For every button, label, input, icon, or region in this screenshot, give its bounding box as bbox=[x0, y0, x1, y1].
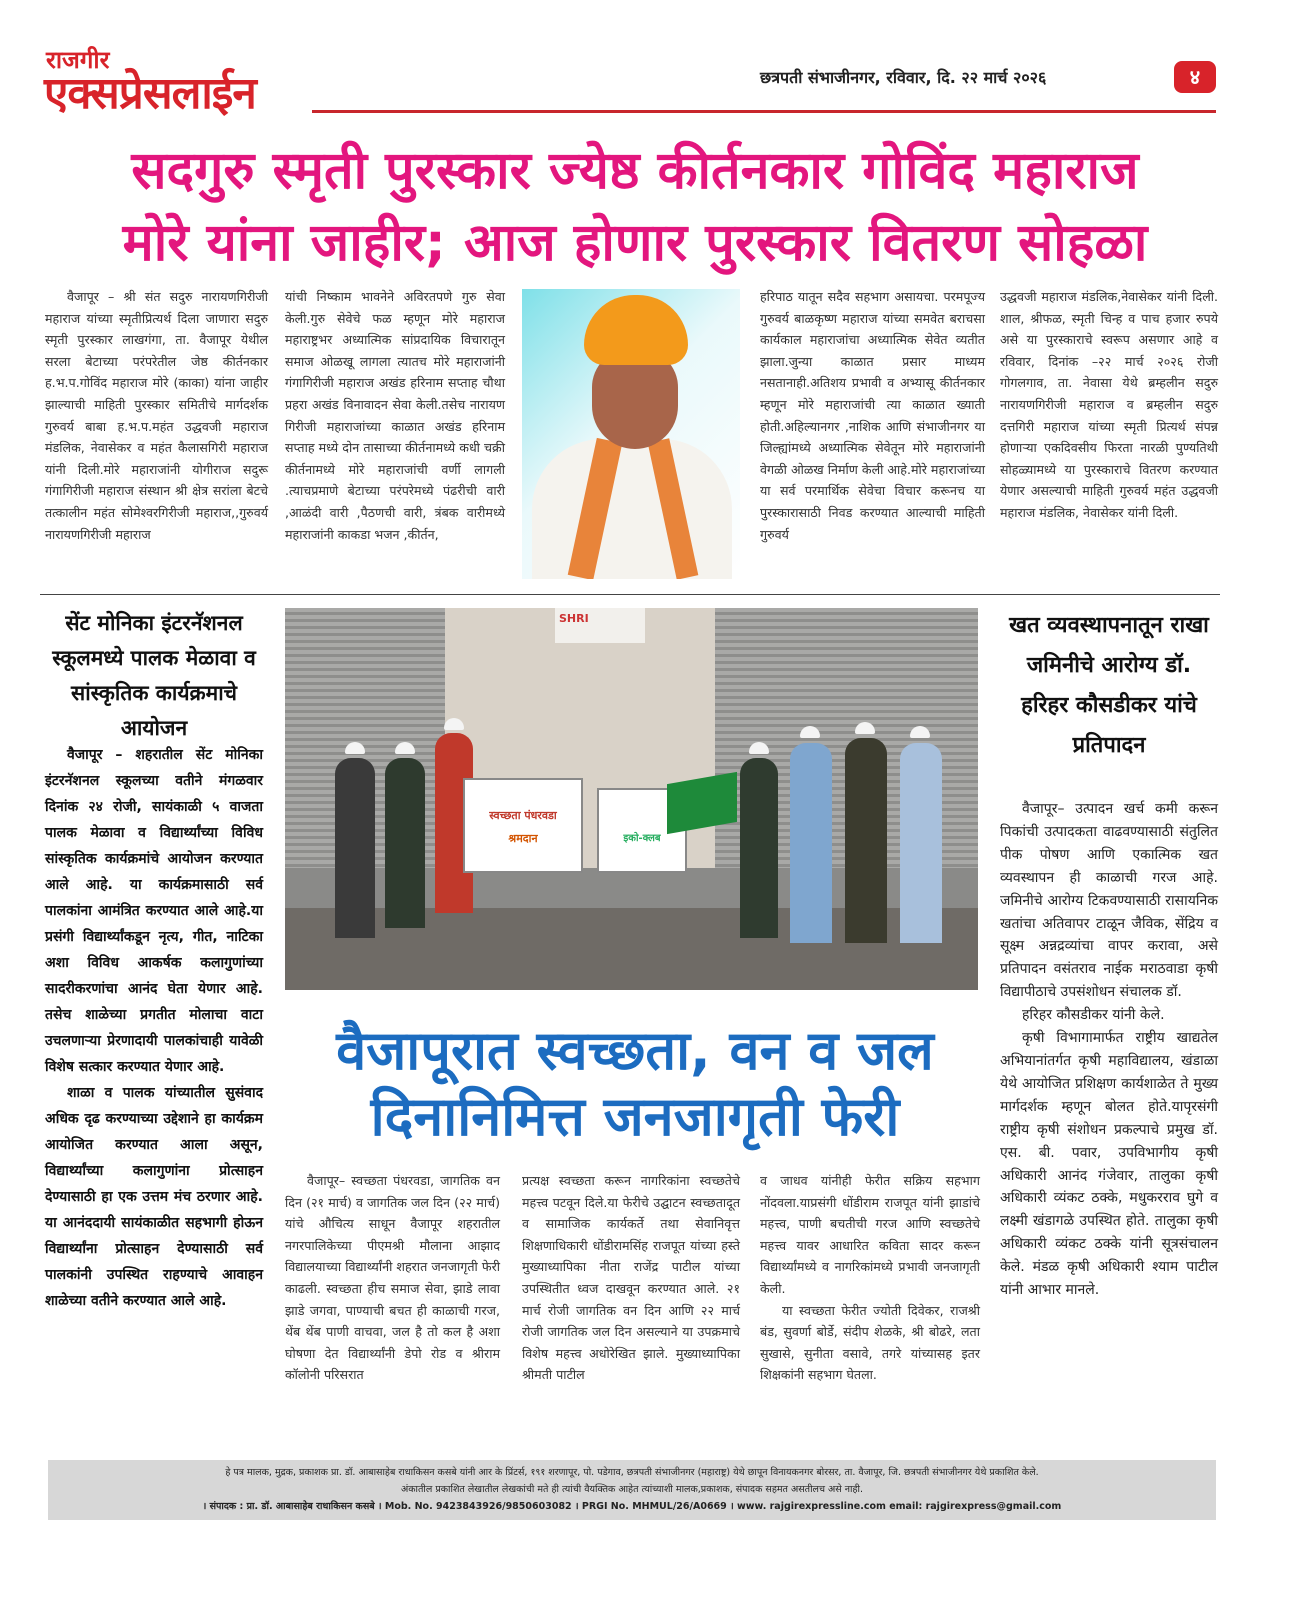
story-paragraph: प्रत्यक्ष स्वच्छता करून नागरिकांना स्वच्छतेचे महत्त्व पटवून दिले.या फेरीचे उद्घाटन स्वच्छतादूत व सामाजिक कार्यकर्ते तथा सेवानिवृत्त शिक्षणाधिकारी धोंडीरामसिंह राजपूत यांच्या हस्ते मुख्याध्यापिका नीता राजेंद्र पाटील यांच्या उपस्थितीत ध्वज दाखवून करण्यात आले. २१ मार्च रोजी जागतिक वन दिन आणि २२ मार्च रोजी जागतिक जल दिन असल्याने या उपक्रमाचे विशेष महत्त्व अधोरेखित झाले. मुख्याध्यापिका श्रीमती पाटील bbox=[522, 1173, 740, 1383]
right-paragraph: वैजापूर– उत्पादन खर्च कमी करून पिकांची उत्पादकता वाढवण्यासाठी संतुलित पीक पोषण आणि एकात्मिक खत व्यवस्थापन ही काळाची गरज आहे. जमिनीचे आरोग्य टिकवण्यासाठी रासायनिक खतांचा अतिवापर टाळून जैविक, सेंद्रिय व सूक्ष्म अन्नद्रव्यांचा वापर करावा, असे प्रतिपादन वसंतराव नाईक मराठवाडा कृषी विद्यापीठाचे उपसंशोधन संचालक डॉ. bbox=[1000, 801, 1218, 1001]
photo-story-column-2 bbox=[522, 1170, 740, 1386]
imprint-footer bbox=[48, 1460, 1216, 1520]
logo-main-text: एक्सप्रेसलाईन bbox=[44, 68, 256, 119]
lead-paragraph: हरिपाठ यातून सदैव सहभाग असायचा. परमपूज्य गुरुवर्य बाळकृष्ण महाराज यांच्या समवेत बराचसा कार्यकाल महाराजांचा अध्यात्मिक सेवेत व्यतीत झाला.जुन्या काळात प्रसार माध्यम नसतानाही.अतिशय प्रभावी व अभ्यासू कीर्तनकार म्हणून मोरे महाराजांची त्या काळात ख्याती होती.अहिल्यानगर ,नाशिक आणि संभाजीनगर या जिल्ह्यांमध्ये अध्यात्मिक सेवेतून मोरे महाराजांनी वेगळी ओळख निर्माण केली आहे.मोरे महाराजांच्या या सर्व परमार्थिक सेवेचा विचार करूनच या पुरस्कारासाठी निवड करण्यात आल्याची माहिती गुरुवर्य bbox=[760, 289, 985, 542]
right-story-body bbox=[1000, 798, 1218, 1302]
logo-top-text: राजगीर bbox=[46, 46, 110, 74]
imprint-line-2: अंकातील प्रकाशित लेखातील लेखकांची मते ही त्यांची वैयक्तिक आहेत त्यांच्याशी मालक,प्रकाशक, संपादक सहमत असतीलच असे नाही. bbox=[401, 1484, 863, 1495]
banner-text: श्रमदान bbox=[508, 832, 538, 845]
banner-shri: SHRI bbox=[555, 608, 645, 643]
lead-column-1 bbox=[45, 286, 268, 545]
story-paragraph: व जाधव यांनीही फेरीत सक्रिय सहभाग नोंदवला.याप्रसंगी धोंडीराम राजपूत यांनी झाडांचे महत्त्व, पाणी बचतीची गरज आणि स्वच्छतेचे महत्त्व यावर आधारित कविता सादर करून विद्यार्थ्यांमध्ये व नागरिकांमध्ये प्रभावी जनजागृती केली. bbox=[760, 1173, 980, 1296]
lead-paragraph: यांची निष्काम भावनेने अविरतपणे गुरु सेवा केली.गुरु सेवेचे फळ म्हणून मोरे महाराज महाराष्ट्रभर अध्यात्मिक सांप्रदायिक विचारातून समाज ओळखू लागला त्यातच मोरे महाराजांनी गंगागिरीजी महाराज अखंड हरिनाम सप्ताह चौथा प्रहरा अखंड विनावादन सेवा केली.तसेच नारायण गिरीजी महाराजांच्या काळात अखंड हरिनाम सप्ताह मध्ये दोन तासाच्या कीर्तनामध्ये कधी चक्री कीर्तनामध्ये मोरे महाराजांची वर्णी लागली .त्याचप्रमाणे बेटाच्या परंपरेमध्ये पंढरीची वारी ,आळंदी वारी ,पैठणची वारी, त्रंबक वारीमध्ये महाराजांनी काकडा भजन ,कीर्तन, bbox=[285, 289, 505, 542]
photo-headline-line2: दिनानिमित्त जनजागृती फेरी bbox=[370, 1085, 900, 1148]
photo-headline-line1: वैजापूरात स्वच्छता, वन व जल bbox=[336, 1019, 934, 1082]
lead-headline-line1: सदगुरु स्मृती पुरस्कार ज्येष्ठ कीर्तनकार गोविंद महाराज bbox=[131, 141, 1139, 201]
section-divider bbox=[40, 594, 1220, 595]
lead-paragraph: वैजापूर – श्री संत सदुरु नारायणगिरीजी महाराज यांच्या स्मृतीप्रित्यर्थ दिला जाणारा सदुरु स्मृती पुरस्कार लाखगंगा, ता. वैजापूर येथील सरला बेटाच्या परंपरेतील जेष्ठ कीर्तनकार ह.भ.प.गोविंद महाराज मोरे (काका) यांना जाहीर झाल्याची माहिती पुरस्कार समितीचे मार्गदर्शक गुरुवर्य बाबा ह.भ.प.महंत उद्धवजी महाराज मंडलिक, नेवासेकर व महंत कैलासगिरी महाराज यांनी दिली.मोरे महाराजांनी योगीराज सदुरू गंगागिरीजी महाराज संस्थान श्री क्षेत्र सरांला बेटचे तत्कालीन महंत सोमेश्वरगिरीजी महाराज,,गुरुवर्य नारायणगिरीजी महाराज bbox=[45, 289, 268, 542]
right-story-headline: खत व्यवस्थापनातून राखा जमिनीचे आरोग्य डॉ. हरिहर कौसडीकर यांचे प्रतिपादन bbox=[1009, 613, 1209, 758]
portrait-photo bbox=[522, 289, 740, 579]
left-story-headline: सेंट मोनिका इंटरनॅशनल स्कूलमध्ये पालक मेळावा व सांस्कृतिक कार्यक्रमाचे आयोजन bbox=[52, 611, 256, 740]
imprint-line-1: हे पत्र मालक, मुद्रक, प्रकाशक प्रा. डॉ. आबासाहेब राधाकिसन कसबे यांनी आर के प्रिंटर्स, १९१ शरणापूर, पो. पडेगाव, छत्रपती संभाजीनगर (महाराष्ट्र) येथे छापून विनायकनगर बोरसर, ता. वैजापूर, जि. छत्रपती संभाजीनगर येथे प्रकाशित केले. bbox=[225, 1467, 1039, 1478]
story-paragraph: या स्वच्छता फेरीत ज्योती दिवेकर, राजश्री बंड, सुवर्णा बोर्डे, संदीप शेळके, श्री बोढरे, लता सुखासे, सुनीता वसावे, तगरे यांच्यासह इतर शिक्षकांनी सहभाग घेतला. bbox=[760, 1302, 980, 1383]
left-paragraph: वैजापूर – शहरातील सेंट मोनिका इंटरनॅशनल स्कूलच्या वतीने मंगळवार दिनांक २४ रोजी, सायंकाळी ५ वाजता पालक मेळावा व विद्यार्थ्यांच्या विविध सांस्कृतिक कार्यक्रमांचे आयोजन करण्यात आले आहे. या कार्यक्रमासाठी सर्व पालकांना आमंत्रित करण्यात आले आहे.या प्रसंगी विद्यार्थ्यांकडून नृत्य, गीत, नाटिका अशा विविध आकर्षक कलागुणांच्या सादरीकरणांचा आनंद घेता येणार आहे. तसेच शाळेच्या प्रगतीत मोलाचा वाटा उचलणाऱ्या प्रेरणादायी पालकांचाही यावेळी विशेष सत्कार करण्यात येणार आहे. bbox=[45, 747, 263, 1075]
lead-column-4 bbox=[1000, 286, 1218, 524]
banner-swachhata bbox=[463, 778, 583, 873]
photo-story-column-1 bbox=[285, 1170, 500, 1386]
story-paragraph: वैजापूर– स्वच्छता पंधरवडा, जागतिक वन दिन (२१ मार्च) व जागतिक जल दिन (२२ मार्च) यांचे औचित्य साधून वैजापूर शहरातील नगरपालिकेच्या पीएमश्री मौलाना आझाद विद्यालयाच्या विद्यार्थ्यांनी शहरात जनजागृती फेरी काढली. स्वच्छता हीच समाज सेवा, झाडे लावा झाडे जगवा, पाण्याची बचत ही काळाची गरज, थेंब थेंब पाणी वाचवा, जल है तो कल है अशा घोषणा देत विद्यार्थ्यांनी डेपो रोड व श्रीराम कॉलोनी परिसरात bbox=[285, 1173, 500, 1383]
lead-column-2 bbox=[285, 286, 505, 545]
lead-headline-line2: मोरे यांना जाहीर; आज होणार पुरस्कार वितरण सोहळा bbox=[122, 213, 1148, 273]
photo-story-column-3 bbox=[760, 1170, 980, 1386]
banner-text: स्वच्छता पंधरवडा bbox=[489, 809, 557, 822]
header-rule bbox=[312, 110, 1216, 113]
rally-photo bbox=[285, 608, 978, 990]
right-paragraph: कृषी विभागामार्फत राष्ट्रीय खाद्यतेल अभियानांतर्गत कृषी महाविद्यालय, खंडाळा येथे आयोजित प्रशिक्षण कार्यशाळेत ते मुख्य मार्गदर्शक म्हणून बोलत होते.यापृरसंगी राष्ट्रीय कृषी संशोधन प्रकल्पाचे प्रमुख डॉ. एस. बी. पवार, उपविभागीय कृषी अधिकारी आनंद गंजेवार, तालुका कृषी अधिकारी व्यंकट ठक्के, मधुकरराव घुगे व लक्ष्मी खंडागळे उपस्थित होते. तालुका कृषी अधिकारी व्यंकट ठक्के यांनी सूत्रसंचालन केले. मंडळ कृषी अधिकारी श्याम पाटील यांनी आभार मानले. bbox=[1000, 1030, 1218, 1299]
lead-column-3 bbox=[760, 286, 985, 545]
imprint-line-3: । संपादक : प्रा. डॉ. आबासाहेब राधाकिसन कसबे । Mob. No. 9423843926/9850603082 । PRGI No. MHMUL/26/A0669 । www. rajgirexpressline.com email: rajgirexpress@gmail.com bbox=[202, 1501, 1062, 1512]
lead-paragraph: उद्धवजी महाराज मंडलिक,नेवासेकर यांनी दिली. शाल, श्रीफळ, स्मृती चिन्ह व पाच हजार रुपये असे या पुरस्काराचे स्वरूप असणार आहे व रविवार, दिनांक –२२ मार्च २०२६ रोजी गोगलगाव, ता. नेवासा येथे ब्रम्हलीन सदुरु नारायणगिरीजी महाराज व ब्रम्हलीन सदुरु दत्तगिरी महाराज यांच्या स्मृती प्रित्यर्थ संपन्न होणाऱ्या एकदिवसीय फिरता नारळी पुण्यतिथी सोहळ्यामध्ये या पुरस्काराचे वितरण करण्यात येणार असल्याची माहिती गुरुवर्य महंत उद्धवजी महाराज मंडलिक, नेवासेकर यांनी दिली. bbox=[1000, 289, 1218, 520]
dateline: छत्रपती संभाजीनगर, रविवार, दि. २२ मार्च २०२६ bbox=[760, 68, 1047, 87]
lead-headline bbox=[40, 135, 1230, 279]
left-story-body bbox=[45, 742, 263, 1314]
right-paragraph: हरिहर कौसडीकर यांनी केले. bbox=[1022, 1007, 1165, 1024]
photo-story-headline bbox=[280, 1018, 990, 1150]
left-paragraph: शाळा व पालक यांच्यातील सुसंवाद अधिक दृढ करण्याच्या उद्देशाने हा कार्यक्रम आयोजित करण्यात आला असून, विद्यार्थ्यांच्या कलागुणांना प्रोत्साहन देण्यासाठी हा एक उत्तम मंच ठरणार आहे. या आनंददायी सायंकाळीत सहभागी होऊन विद्यार्थ्यांना प्रोत्साहन देण्यासाठी सर्व पालकांनी उपस्थित राहण्याचे आवाहन शाळेच्या वतीने करण्यात आले आहे. bbox=[45, 1085, 263, 1309]
banner-text: इको-क्लब bbox=[623, 833, 661, 844]
page-number-badge: ४ bbox=[1174, 61, 1216, 93]
